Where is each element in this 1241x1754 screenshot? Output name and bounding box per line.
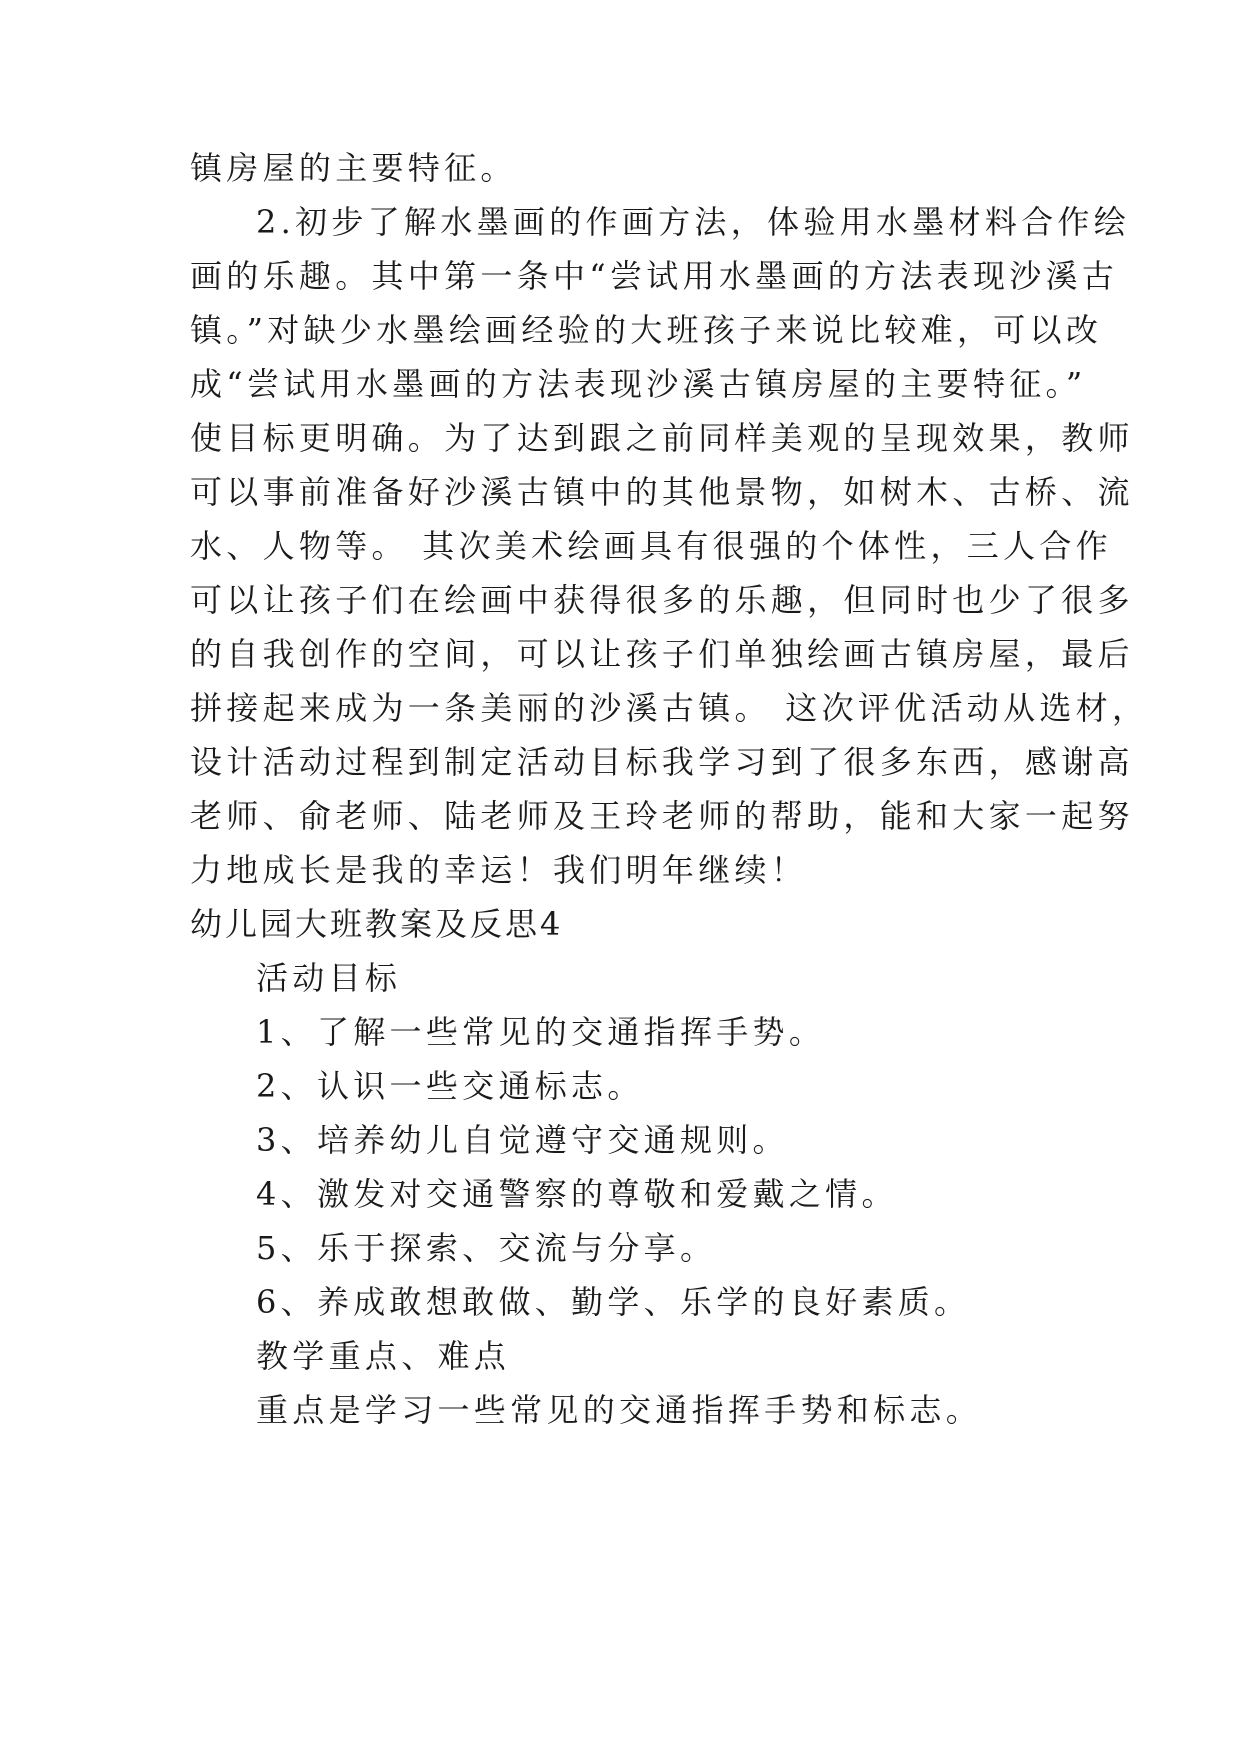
goal-item: 4、激发对交通警察的尊敬和爱戴之情。	[256, 1175, 898, 1213]
paragraph-line: 水、人物等。 其次美术绘画具有很强的个体性，三人合作	[190, 527, 1112, 565]
goal-item: 1、了解一些常见的交通指挥手势。	[256, 1013, 826, 1051]
paragraph-line: 拼接起来成为一条美丽的沙溪古镇。 这次评优活动从选材，	[190, 689, 1149, 727]
paragraph-line: 使目标更明确。为了达到跟之前同样美观的呈现效果，教师	[190, 419, 1134, 457]
section-title: 幼儿园大班教案及反思4	[190, 905, 564, 943]
paragraph-line: 可以让孩子们在绘画中获得很多的乐趣，但同时也少了很多	[190, 581, 1134, 619]
paragraph-line: 画的乐趣。其中第一条中“尝试用水墨画的方法表现沙溪古	[190, 257, 1119, 295]
goal-item: 5、乐于探索、交流与分享。	[256, 1229, 717, 1267]
paragraph-line: 镇。”对缺少水墨绘画经验的大班孩子来说比较难，可以改	[190, 311, 1103, 349]
paragraph-line: 可以事前准备好沙溪古镇中的其他景物，如树木、古桥、流	[190, 473, 1134, 511]
goal-item: 6、养成敢想敢做、勤学、乐学的良好素质。	[256, 1283, 971, 1321]
paragraph-line: 的自我创作的空间，可以让孩子们单独绘画古镇房屋，最后	[190, 635, 1134, 673]
key-points-heading: 教学重点、难点	[256, 1337, 511, 1375]
goal-item: 3、培养幼儿自觉遵守交通规则。	[256, 1121, 789, 1159]
paragraph-line: 镇房屋的主要特征。	[190, 149, 517, 187]
paragraph-line: 力地成长是我的幸运！我们明年继续！	[190, 851, 808, 889]
paragraph-line: 2.初步了解水墨画的作画方法，体验用水墨材料合作绘	[256, 203, 1131, 241]
goals-heading: 活动目标	[256, 959, 402, 997]
paragraph-line: 设计活动过程到制定活动目标我学习到了很多东西，感谢高	[190, 743, 1134, 781]
key-points-text: 重点是学习一些常见的交通指挥手势和标志。	[256, 1391, 983, 1429]
paragraph-line: 老师、俞老师、陆老师及王玲老师的帮助，能和大家一起努	[190, 797, 1134, 835]
paragraph-line: 成“尝试用水墨画的方法表现沙溪古镇房屋的主要特征。”	[190, 365, 1087, 403]
goal-item: 2、认识一些交通标志。	[256, 1067, 644, 1105]
